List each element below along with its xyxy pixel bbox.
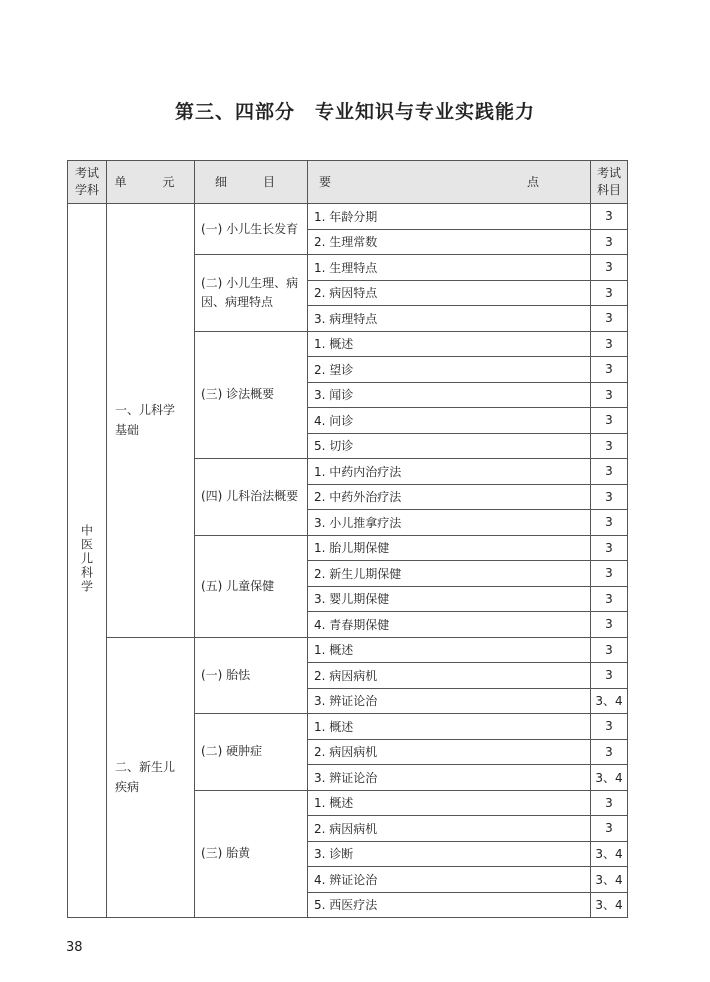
point-cell: 5. 切诊 [308,433,591,459]
header-unit: 单 元 [107,161,195,204]
syllabus-table [67,160,628,918]
point-cell: 2. 病因病机 [308,816,591,842]
point-cell: 2. 中药外治疗法 [308,484,591,510]
subject-cell [68,204,107,918]
exam-subject-cell: 3 [591,280,628,306]
point-cell: 1. 概述 [308,331,591,357]
exam-subject-cell: 3、4 [591,892,628,918]
header-subject: 考试 学科 [68,161,107,204]
exam-subject-cell: 3 [591,739,628,765]
exam-subject-cell: 3 [591,714,628,740]
detail-cell: (二) 硬肿症 [195,714,308,791]
point-cell: 1. 中药内治疗法 [308,459,591,485]
detail-cell: (五) 儿童保健 [195,535,308,637]
point-cell: 2. 病因特点 [308,280,591,306]
exam-subject-cell: 3 [591,484,628,510]
exam-subject-cell: 3 [591,408,628,434]
point-cell: 3. 辨证论治 [308,688,591,714]
exam-subject-cell: 3 [591,816,628,842]
exam-subject-cell: 3 [591,306,628,332]
point-cell: 1. 生理特点 [308,255,591,281]
exam-subject-cell: 3 [591,331,628,357]
point-cell: 1. 年龄分期 [308,204,591,230]
table-body [68,204,628,918]
point-cell: 3. 病理特点 [308,306,591,332]
unit-cell: 一、儿科学 基础 [107,204,195,638]
unit-cell: 二、新生儿 疾病 [107,637,195,918]
exam-subject-cell: 3 [591,535,628,561]
exam-subject-cell: 3 [591,382,628,408]
point-cell: 3. 婴儿期保健 [308,586,591,612]
point-cell: 2. 生理常数 [308,229,591,255]
exam-subject-cell: 3 [591,433,628,459]
point-cell: 1. 概述 [308,714,591,740]
point-cell: 3. 诊断 [308,841,591,867]
header-detail: 细 目 [195,161,308,204]
point-cell: 1. 胎儿期保健 [308,535,591,561]
exam-subject-cell: 3 [591,637,628,663]
detail-cell: (三) 胎黄 [195,790,308,918]
point-cell: 3. 辨证论治 [308,765,591,791]
table-row [68,204,628,230]
point-cell: 4. 问诊 [308,408,591,434]
exam-subject-cell: 3、4 [591,841,628,867]
exam-subject-cell: 3 [591,204,628,230]
header-points: 要 点 [308,161,591,204]
point-cell: 4. 辨证论治 [308,867,591,893]
exam-subject-cell: 3 [591,663,628,689]
exam-subject-cell: 3 [591,561,628,587]
detail-cell: (二) 小儿生理、病因、病理特点 [195,255,308,332]
exam-subject-cell: 3 [591,510,628,536]
point-cell: 2. 病因病机 [308,663,591,689]
detail-cell: (四) 儿科治法概要 [195,459,308,536]
exam-subject-cell: 3 [591,459,628,485]
subject-label: 中医儿科学 [79,524,94,594]
point-cell: 4. 青春期保健 [308,612,591,638]
point-cell: 3. 小儿推拿疗法 [308,510,591,536]
exam-subject-cell: 3 [591,229,628,255]
page-title: 第三、四部分 专业知识与专业实践能力 [174,101,535,123]
page-number: 38 [66,940,83,955]
exam-subject-cell: 3 [591,586,628,612]
table-row [68,637,628,663]
point-cell: 2. 望诊 [308,357,591,383]
exam-subject-cell: 3 [591,612,628,638]
exam-subject-cell: 3 [591,790,628,816]
point-cell: 2. 新生儿期保健 [308,561,591,587]
header-exam-subject: 考试 科目 [591,161,628,204]
exam-subject-cell: 3、4 [591,867,628,893]
exam-subject-cell: 3、4 [591,688,628,714]
detail-cell: (一) 小儿生长发育 [195,204,308,255]
exam-subject-cell: 3 [591,357,628,383]
point-cell: 2. 病因病机 [308,739,591,765]
point-cell: 3. 闻诊 [308,382,591,408]
detail-cell: (三) 诊法概要 [195,331,308,459]
point-cell: 1. 概述 [308,790,591,816]
exam-subject-cell: 3、4 [591,765,628,791]
detail-cell: (一) 胎怯 [195,637,308,714]
point-cell: 5. 西医疗法 [308,892,591,918]
exam-subject-cell: 3 [591,255,628,281]
point-cell: 1. 概述 [308,637,591,663]
table-header-row [68,161,628,204]
